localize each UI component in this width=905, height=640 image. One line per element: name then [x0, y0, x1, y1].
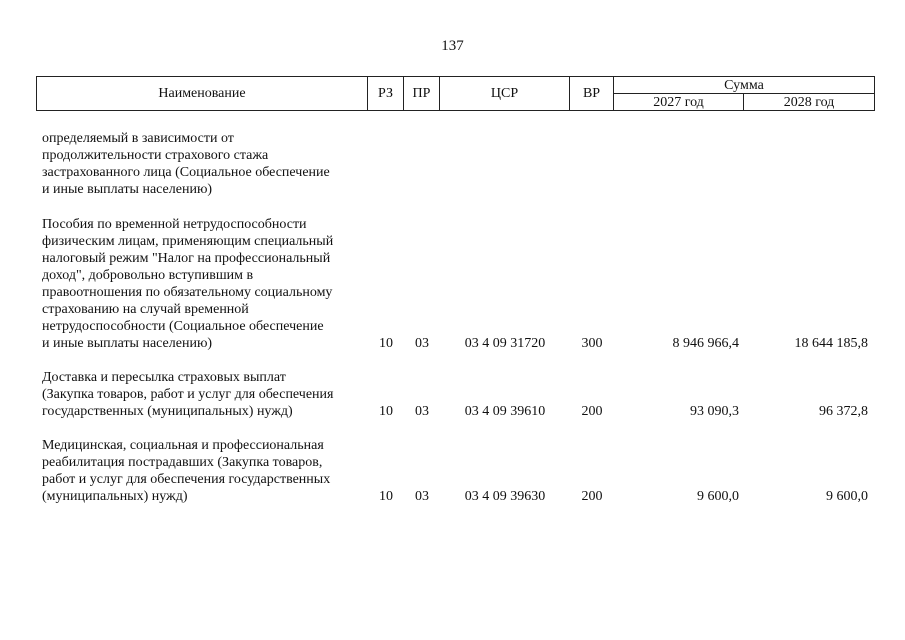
name-line: застрахованного лица (Социальное обеспечение	[42, 165, 330, 180]
header-vr: ВР	[570, 77, 614, 111]
name-line: Доставка и пересылка страховых выплат	[42, 370, 286, 385]
cell-sum-2027: 9 600,0	[697, 489, 739, 504]
header-year-2028: 2028 год	[744, 94, 875, 111]
cell-pr: 03	[415, 489, 429, 504]
cell-sum-2028: 9 600,0	[826, 489, 868, 504]
name-line: (муниципальных) нужд)	[42, 489, 188, 504]
cell-vr: 200	[581, 489, 603, 504]
name-line: правоотношения по обязательному социальному	[42, 285, 333, 300]
header-name: Наименование	[37, 77, 368, 111]
table-header	[36, 76, 875, 111]
page-number: 137	[441, 38, 464, 54]
cell-csr: 03 4 09 39610	[464, 404, 546, 419]
cell-pr: 03	[415, 336, 429, 351]
cell-vr: 200	[581, 404, 603, 419]
cell-sum-2027: 93 090,3	[690, 404, 739, 419]
header-rz: РЗ	[368, 77, 404, 111]
cell-sum-2028: 96 372,8	[819, 404, 868, 419]
cell-vr: 300	[581, 336, 603, 351]
name-line: и иные выплаты населению)	[42, 336, 213, 351]
cell-rz: 10	[379, 404, 393, 419]
name-line: физическим лицам, применяющим специальный	[42, 234, 334, 249]
name-line: доход", добровольно вступившим в	[42, 268, 254, 283]
cell-rz: 10	[379, 336, 393, 351]
table-row-name	[42, 216, 364, 352]
cell-sum-2028: 18 644 185,8	[794, 336, 868, 351]
name-line: (Закупка товаров, работ и услуг для обеспечения	[42, 387, 334, 402]
table-row-name	[42, 369, 364, 420]
name-line: страхованию на случай временной	[42, 302, 249, 317]
name-line: налоговый режим "Налог на профессиональный	[42, 251, 331, 266]
header-csr: ЦСР	[440, 77, 570, 111]
header-year-2027: 2027 год	[614, 94, 744, 111]
header-pr: ПР	[404, 77, 440, 111]
name-line: определяемый в зависимости от	[42, 131, 234, 146]
name-line: нетрудоспособности (Социальное обеспечение	[42, 319, 324, 334]
name-line: работ и услуг для обеспечения государственных	[42, 472, 331, 487]
cell-csr: 03 4 09 31720	[464, 336, 546, 351]
name-line: и иные выплаты населению)	[42, 182, 213, 197]
header-sum: Сумма	[614, 77, 875, 94]
cell-csr: 03 4 09 39630	[464, 489, 546, 504]
cell-sum-2027: 8 946 966,4	[672, 336, 739, 351]
cell-pr: 03	[415, 404, 429, 419]
name-line: государственных (муниципальных) нужд)	[42, 404, 293, 419]
name-line: реабилитация пострадавших (Закупка товаров,	[42, 455, 323, 470]
name-line: Медицинская, социальная и профессиональная	[42, 438, 324, 453]
name-line: Пособия по временной нетрудоспособности	[42, 217, 307, 232]
cell-rz: 10	[379, 489, 393, 504]
table-row-name	[42, 437, 364, 505]
name-line: продолжительности страхового стажа	[42, 148, 269, 163]
table-row-name	[42, 130, 364, 198]
